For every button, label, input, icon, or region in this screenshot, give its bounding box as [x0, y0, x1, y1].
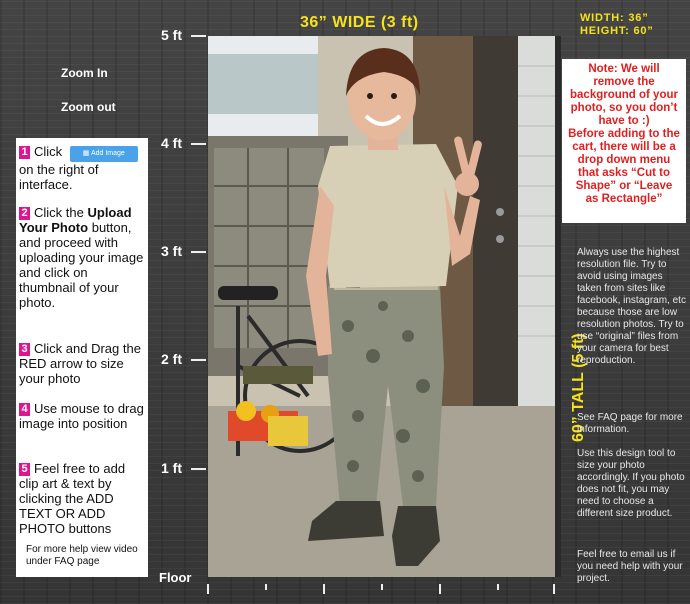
width-dimension: WIDTH: 36” — [580, 12, 649, 24]
instruction-step-2 — [19, 205, 147, 310]
ruler-tick-1ft — [191, 468, 206, 470]
note-line-2: Before adding to the cart, there will be a drop down menu that asks “Cut to Shape” or “Leave as Rectangle” — [568, 128, 680, 205]
bottom-tick — [381, 584, 383, 590]
step-text: Use mouse to drag image into position — [19, 401, 144, 431]
bottom-tick — [497, 584, 499, 590]
step-text: on the right of interface. — [19, 162, 99, 192]
zoom-in-button[interactable]: Zoom In — [61, 66, 108, 80]
ruler-label-4ft: 4 ft — [161, 135, 182, 151]
width-title: 36” WIDE (3 ft) — [300, 14, 419, 31]
ruler-tick-2ft — [191, 359, 206, 361]
height-dimension: HEIGHT: 60” — [580, 25, 654, 37]
bottom-tick — [265, 584, 267, 590]
bottom-tick — [323, 584, 325, 594]
instruction-step-3 — [19, 341, 147, 386]
ruler-label-5ft: 5 ft — [161, 27, 182, 43]
step-text: Feel free to add clip art & text by clicking the ADD TEXT OR ADD PHOTO buttons — [19, 461, 126, 536]
instruction-step-1 — [19, 144, 147, 192]
background-removal-note — [562, 59, 686, 223]
step-text: Click — [34, 144, 63, 159]
email-tip: Feel free to email us if you need help with your project. — [577, 549, 683, 584]
more-help-text: For more help view video under FAQ page — [26, 544, 138, 567]
instruction-step-5 — [19, 461, 147, 536]
bottom-tick — [207, 584, 209, 594]
ruler-label-1ft: 1 ft — [161, 460, 182, 476]
bottom-tick — [553, 584, 555, 594]
add-image-button-label: Add Image — [90, 150, 125, 157]
photo-canvas[interactable] — [208, 36, 555, 577]
add-image-button[interactable]: ▦ Add Image — [70, 146, 138, 162]
step-number: 4 — [19, 403, 30, 416]
zoom-out-button[interactable]: Zoom out — [61, 100, 116, 114]
bottom-tick — [439, 584, 441, 594]
note-line-1: Note: We will remove the background of your photo, so you don’t have to :) — [570, 63, 678, 127]
step-number: 3 — [19, 343, 30, 356]
sizing-tip: Use this design tool to size your photo accordingly. If you photo does not fit, you may need to choose a different size product. — [577, 448, 685, 519]
uploaded-photo[interactable] — [208, 36, 555, 577]
step-text: Click and Drag the RED arrow to size your photo — [19, 341, 141, 386]
step-text: Click the — [34, 205, 84, 220]
ruler-tick-4ft — [191, 143, 206, 145]
step-number: 2 — [19, 207, 30, 220]
height-title: 60” TALL (5 ft) — [570, 333, 587, 442]
ruler-label-2ft: 2 ft — [161, 351, 182, 367]
resolution-tip: Always use the highest resolution file. Try to avoid using images taken from sites like facebook, instagram, etc because those are low resolution photos. Try to use “original” files from your camera for best reproduction. — [577, 247, 686, 366]
step-number: 5 — [19, 463, 30, 476]
instructions-panel — [16, 138, 148, 577]
step-text: button, and proceed with uploading your image and click on thumbnail of your photo. — [19, 220, 144, 310]
ruler-tick-3ft — [191, 251, 206, 253]
ruler-tick-5ft — [191, 35, 206, 37]
faq-tip: See FAQ page for more information. — [577, 412, 683, 435]
ruler-label-floor: Floor — [159, 570, 192, 585]
step-number: 1 — [19, 146, 30, 159]
instruction-step-4 — [19, 401, 147, 431]
step-text-bold: Upload Your Photo — [19, 205, 132, 235]
canvas-edge — [555, 36, 561, 577]
dimensions-label — [580, 12, 654, 38]
ruler-label-3ft: 3 ft — [161, 243, 182, 259]
